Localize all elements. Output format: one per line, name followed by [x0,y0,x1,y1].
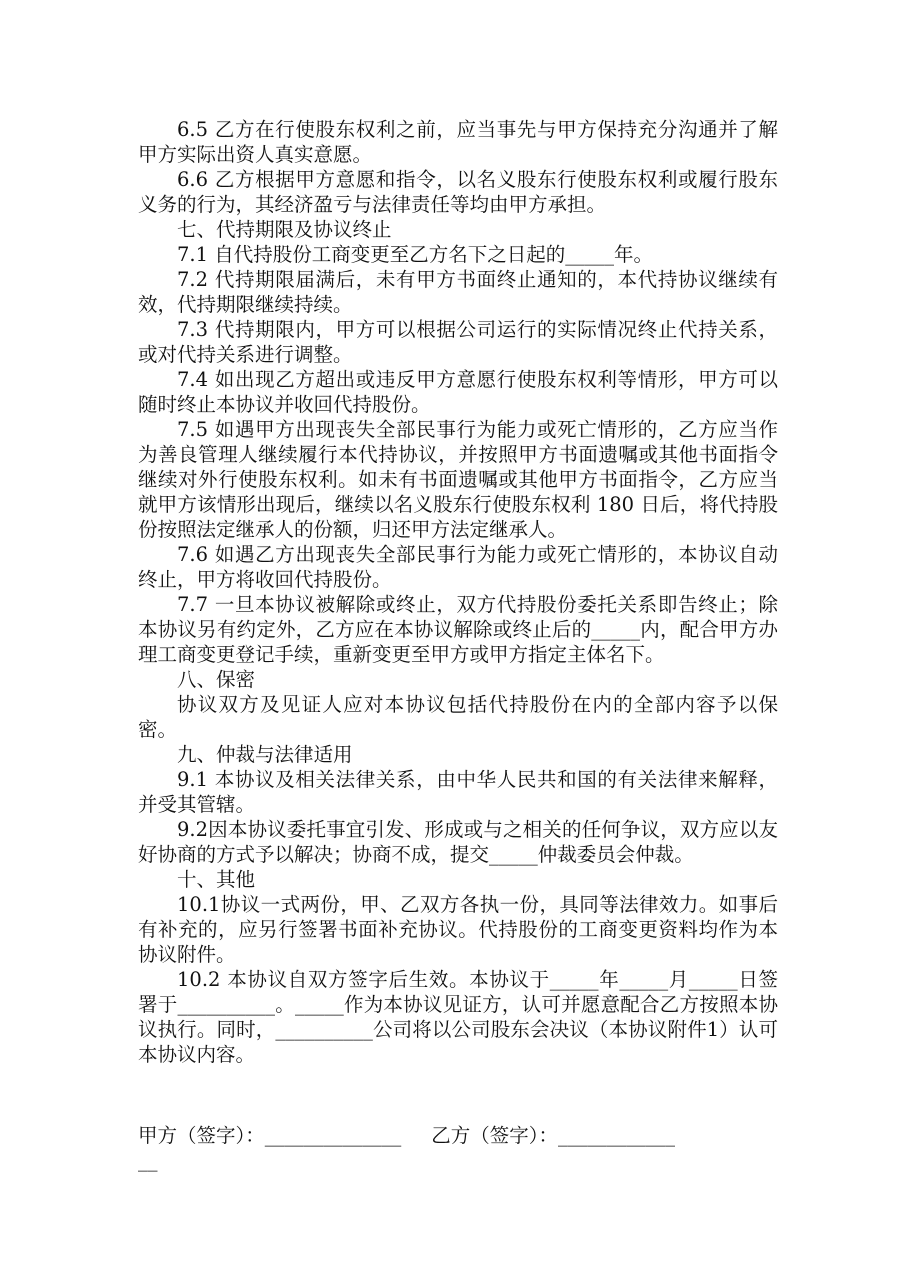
clause-9-2: 9.2因本协议委托事宜引发、形成或与之相关的任何争议，双方应以友好协商的方式予以解决；协商不成，提交_____仲裁委员会仲裁。 [138,818,778,866]
section-heading-8: 八、保密 [177,668,256,691]
clause-8: 协议双方及见证人应对本协议包括代持股份在内的全部内容予以保密。 [138,693,778,741]
clause-9-1: 9.1 本协议及相关法律关系，由中华人民共和国的有关法律来解释，并受其管辖。 [138,768,778,816]
clause-7-7: 7.7 一旦本协议被解除或终止，双方代持股份委托关系即告终止；除本协议另有约定外，乙方应在本协议解除或终止后的_____内，配合甲方办理工商变更登记手续，重新变更至甲方或甲方指定主体名下。 [138,593,778,666]
clause-10-1: 10.1协议一式两份，甲、乙双方各执一份，具同等法律效力。如事后有补充的，应另行签署书面补充协议。代持股份的工商变更资料均作为本协议附件。 [138,893,778,966]
clause-7-2: 7.2 代持期限届满后，未有甲方书面终止通知的，本代持协议继续有效，代持期限继续持续。 [138,268,778,316]
clause-7-1: 7.1 自代持股份工商变更至乙方名下之日起的_____年。 [177,243,653,266]
signature-line [138,1123,778,1148]
clause-7-3: 7.3 代持期限内，甲方可以根据公司运行的实际情况终止代持关系，或对代持关系进行调整。 [138,318,778,366]
section-heading-7: 七、代持期限及协议终止 [177,218,392,241]
section-heading-9: 九、仲裁与法律适用 [177,743,353,766]
party-a-signature: 甲方（签字）：______________ [138,1124,402,1147]
clause-10-2: 10.2 本协议自双方签字后生效。本协议于_____年_____月_____日签署于__________。_____作为本协议见证方，认可并愿意配合乙方按照本协议执行。同时，__________公司将以公司股东会决议（本协议附件1）认可本协议内容。 [138,968,778,1066]
clause-6-6: 6.6 乙方根据甲方意愿和指令，以名义股东行使股东权利或履行股东义务的行为，其经济盈亏与法律责任等均由甲方承担。 [138,168,778,216]
party-b-signature: 乙方（签字）：____________ [431,1124,676,1147]
clause-7-4: 7.4 如出现乙方超出或违反甲方意愿行使股东权利等情形，甲方可以随时终止本协议并收回代持股份。 [138,368,778,416]
agreement-body [138,117,778,1067]
signature-line-tail: __ [138,1149,158,1172]
clause-7-6: 7.6 如遇乙方出现丧失全部民事行为能力或死亡情形的，本协议自动终止，甲方将收回代持股份。 [138,543,778,591]
clause-6-5: 6.5 乙方在行使股东权利之前，应当事先与甲方保持充分沟通并了解甲方实际出资人真实意愿。 [138,118,778,166]
section-heading-10: 十、其他 [177,868,256,891]
clause-7-5: 7.5 如遇甲方出现丧失全部民事行为能力或死亡情形的，乙方应当作为善良管理人继续履行本代持协议，并按照甲方书面遗嘱或其他书面指令继续对外行使股东权利。如未有书面遗嘱或其他甲方书面指令，乙方应当就甲方该情形出现后，继续以名义股东行使股东权利 180 日后，将代持股份按照法定继承人的份额，归还甲方法定继承人。 [138,418,778,541]
